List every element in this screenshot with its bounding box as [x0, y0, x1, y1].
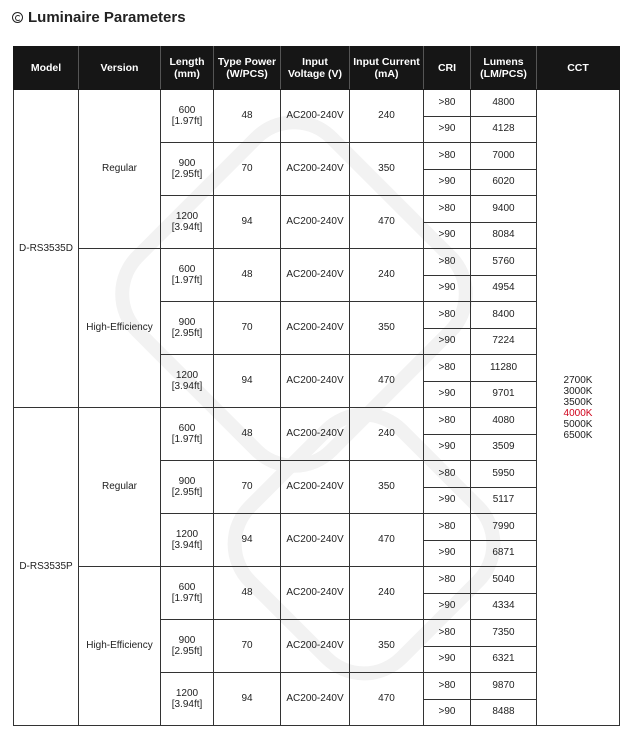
header-voltage: Input Voltage (V): [281, 47, 350, 90]
length-mm: 1200: [175, 688, 199, 699]
version-cell: Regular: [79, 90, 161, 249]
lumens-cell: 4128: [471, 116, 537, 143]
voltage-cell: AC200-240V: [281, 355, 350, 408]
cri-cell: >90: [424, 540, 471, 567]
lumens-cell: 6871: [471, 540, 537, 567]
lumens-cell: 7990: [471, 514, 537, 541]
voltage-cell: AC200-240V: [281, 143, 350, 196]
lumens-cell: 7224: [471, 328, 537, 355]
power-cell: 94: [214, 355, 281, 408]
lumens-cell: 5040: [471, 567, 537, 594]
length-mm: 600: [178, 264, 196, 275]
length-mm: 600: [178, 105, 196, 116]
cct-value: 3500K: [563, 396, 593, 408]
table-row: [14, 408, 620, 435]
cri-cell: >80: [424, 408, 471, 435]
header-power: Type Power (W/PCS): [214, 47, 281, 90]
power-cell: 94: [214, 514, 281, 567]
length-mm: 900: [178, 317, 196, 328]
header-version: Version: [79, 47, 161, 90]
lumens-cell: 5760: [471, 249, 537, 276]
length-ft: [2.95ft]: [171, 487, 203, 498]
cri-cell: >90: [424, 646, 471, 673]
header-cri: CRI: [424, 47, 471, 90]
length-mm: 900: [178, 476, 196, 487]
cri-cell: >90: [424, 593, 471, 620]
length-cell: [161, 196, 214, 249]
table-row: [14, 249, 620, 276]
cri-cell: >80: [424, 461, 471, 488]
current-cell: 350: [350, 620, 424, 673]
length-cell: [161, 355, 214, 408]
current-cell: 240: [350, 249, 424, 302]
length-cell: [161, 673, 214, 726]
power-cell: 48: [214, 567, 281, 620]
cri-cell: >80: [424, 567, 471, 594]
cri-cell: >90: [424, 116, 471, 143]
voltage-cell: AC200-240V: [281, 673, 350, 726]
page-title: [12, 6, 186, 28]
header-model: Model: [14, 47, 79, 90]
length-ft: [1.97ft]: [171, 116, 203, 127]
cct-value: 3000K: [563, 385, 593, 397]
luminaire-parameters-table: [13, 46, 620, 726]
lumens-cell: 8488: [471, 699, 537, 726]
current-cell: 470: [350, 514, 424, 567]
lumens-cell: 5950: [471, 461, 537, 488]
current-cell: 350: [350, 302, 424, 355]
length-ft: [2.95ft]: [171, 169, 203, 180]
length-mm: 1200: [175, 529, 199, 540]
table-row: [14, 90, 620, 117]
length-ft: [3.94ft]: [171, 222, 203, 233]
lumens-cell: 9701: [471, 381, 537, 408]
cri-cell: >90: [424, 275, 471, 302]
current-cell: 350: [350, 461, 424, 514]
length-cell: [161, 249, 214, 302]
length-mm: 1200: [175, 211, 199, 222]
cri-cell: >90: [424, 169, 471, 196]
cri-cell: >90: [424, 328, 471, 355]
cct-value: 2700K: [563, 374, 593, 386]
lumens-cell: 4080: [471, 408, 537, 435]
table-body: [14, 90, 620, 726]
power-cell: 48: [214, 408, 281, 461]
version-cell: High-Efficiency: [79, 567, 161, 726]
length-cell: [161, 90, 214, 143]
length-cell: [161, 620, 214, 673]
length-ft: [3.94ft]: [171, 381, 203, 392]
length-mm: 600: [178, 582, 196, 593]
cri-cell: >80: [424, 673, 471, 700]
version-cell: High-Efficiency: [79, 249, 161, 408]
cri-cell: >90: [424, 434, 471, 461]
lumens-cell: 7000: [471, 143, 537, 170]
power-cell: 70: [214, 143, 281, 196]
cri-cell: >80: [424, 302, 471, 329]
cct-value: 4000K: [563, 407, 593, 419]
lumens-cell: 6321: [471, 646, 537, 673]
length-ft: [3.94ft]: [171, 699, 203, 710]
lumens-cell: 4334: [471, 593, 537, 620]
voltage-cell: AC200-240V: [281, 461, 350, 514]
power-cell: 94: [214, 673, 281, 726]
power-cell: 70: [214, 302, 281, 355]
length-ft: [3.94ft]: [171, 540, 203, 551]
length-mm: 600: [178, 423, 196, 434]
length-ft: [1.97ft]: [171, 593, 203, 604]
voltage-cell: AC200-240V: [281, 249, 350, 302]
power-cell: 48: [214, 90, 281, 143]
current-cell: 240: [350, 408, 424, 461]
length-ft: [1.97ft]: [171, 434, 203, 445]
lumens-cell: 9870: [471, 673, 537, 700]
length-mm: 900: [178, 158, 196, 169]
voltage-cell: AC200-240V: [281, 196, 350, 249]
lumens-cell: 4954: [471, 275, 537, 302]
version-cell: Regular: [79, 408, 161, 567]
length-ft: [2.95ft]: [171, 646, 203, 657]
cct-value: 5000K: [563, 418, 593, 430]
cri-cell: >90: [424, 487, 471, 514]
cri-cell: >90: [424, 381, 471, 408]
header-lumens: Lumens (LM/PCS): [471, 47, 537, 90]
table-row: [14, 567, 620, 594]
model-cell: D-RS3535D: [14, 90, 79, 408]
length-cell: [161, 567, 214, 620]
table-header-row: [14, 47, 620, 90]
current-cell: 350: [350, 143, 424, 196]
cri-cell: >80: [424, 355, 471, 382]
cri-cell: >80: [424, 514, 471, 541]
copyright-icon: [12, 12, 23, 23]
header-length: Length (mm): [161, 47, 214, 90]
voltage-cell: AC200-240V: [281, 620, 350, 673]
cri-cell: >80: [424, 620, 471, 647]
cri-cell: >80: [424, 196, 471, 223]
cri-cell: >90: [424, 699, 471, 726]
current-cell: 240: [350, 567, 424, 620]
lumens-cell: 5117: [471, 487, 537, 514]
current-cell: 470: [350, 673, 424, 726]
power-cell: 70: [214, 620, 281, 673]
voltage-cell: AC200-240V: [281, 514, 350, 567]
header-cct: CCT: [537, 47, 620, 90]
current-cell: 240: [350, 90, 424, 143]
length-cell: [161, 143, 214, 196]
cri-cell: >90: [424, 222, 471, 249]
lumens-cell: 6020: [471, 169, 537, 196]
length-mm: 900: [178, 635, 196, 646]
lumens-cell: 9400: [471, 196, 537, 223]
cri-cell: >80: [424, 143, 471, 170]
lumens-cell: 7350: [471, 620, 537, 647]
cct-cell: [537, 90, 620, 726]
length-cell: [161, 461, 214, 514]
power-cell: 94: [214, 196, 281, 249]
length-cell: [161, 302, 214, 355]
voltage-cell: AC200-240V: [281, 408, 350, 461]
cct-value: 6500K: [563, 429, 593, 441]
length-ft: [2.95ft]: [171, 328, 203, 339]
current-cell: 470: [350, 355, 424, 408]
header-current: Input Current (mA): [350, 47, 424, 90]
voltage-cell: AC200-240V: [281, 90, 350, 143]
page-title-text: Luminaire Parameters: [28, 8, 186, 26]
lumens-cell: 4800: [471, 90, 537, 117]
lumens-cell: 11280: [471, 355, 537, 382]
voltage-cell: AC200-240V: [281, 302, 350, 355]
cri-cell: >80: [424, 249, 471, 276]
cri-cell: >80: [424, 90, 471, 117]
length-ft: [1.97ft]: [171, 275, 203, 286]
voltage-cell: AC200-240V: [281, 567, 350, 620]
model-cell: D-RS3535P: [14, 408, 79, 726]
power-cell: 48: [214, 249, 281, 302]
current-cell: 470: [350, 196, 424, 249]
length-cell: [161, 408, 214, 461]
power-cell: 70: [214, 461, 281, 514]
lumens-cell: 3509: [471, 434, 537, 461]
lumens-cell: 8084: [471, 222, 537, 249]
lumens-cell: 8400: [471, 302, 537, 329]
length-cell: [161, 514, 214, 567]
length-mm: 1200: [175, 370, 199, 381]
